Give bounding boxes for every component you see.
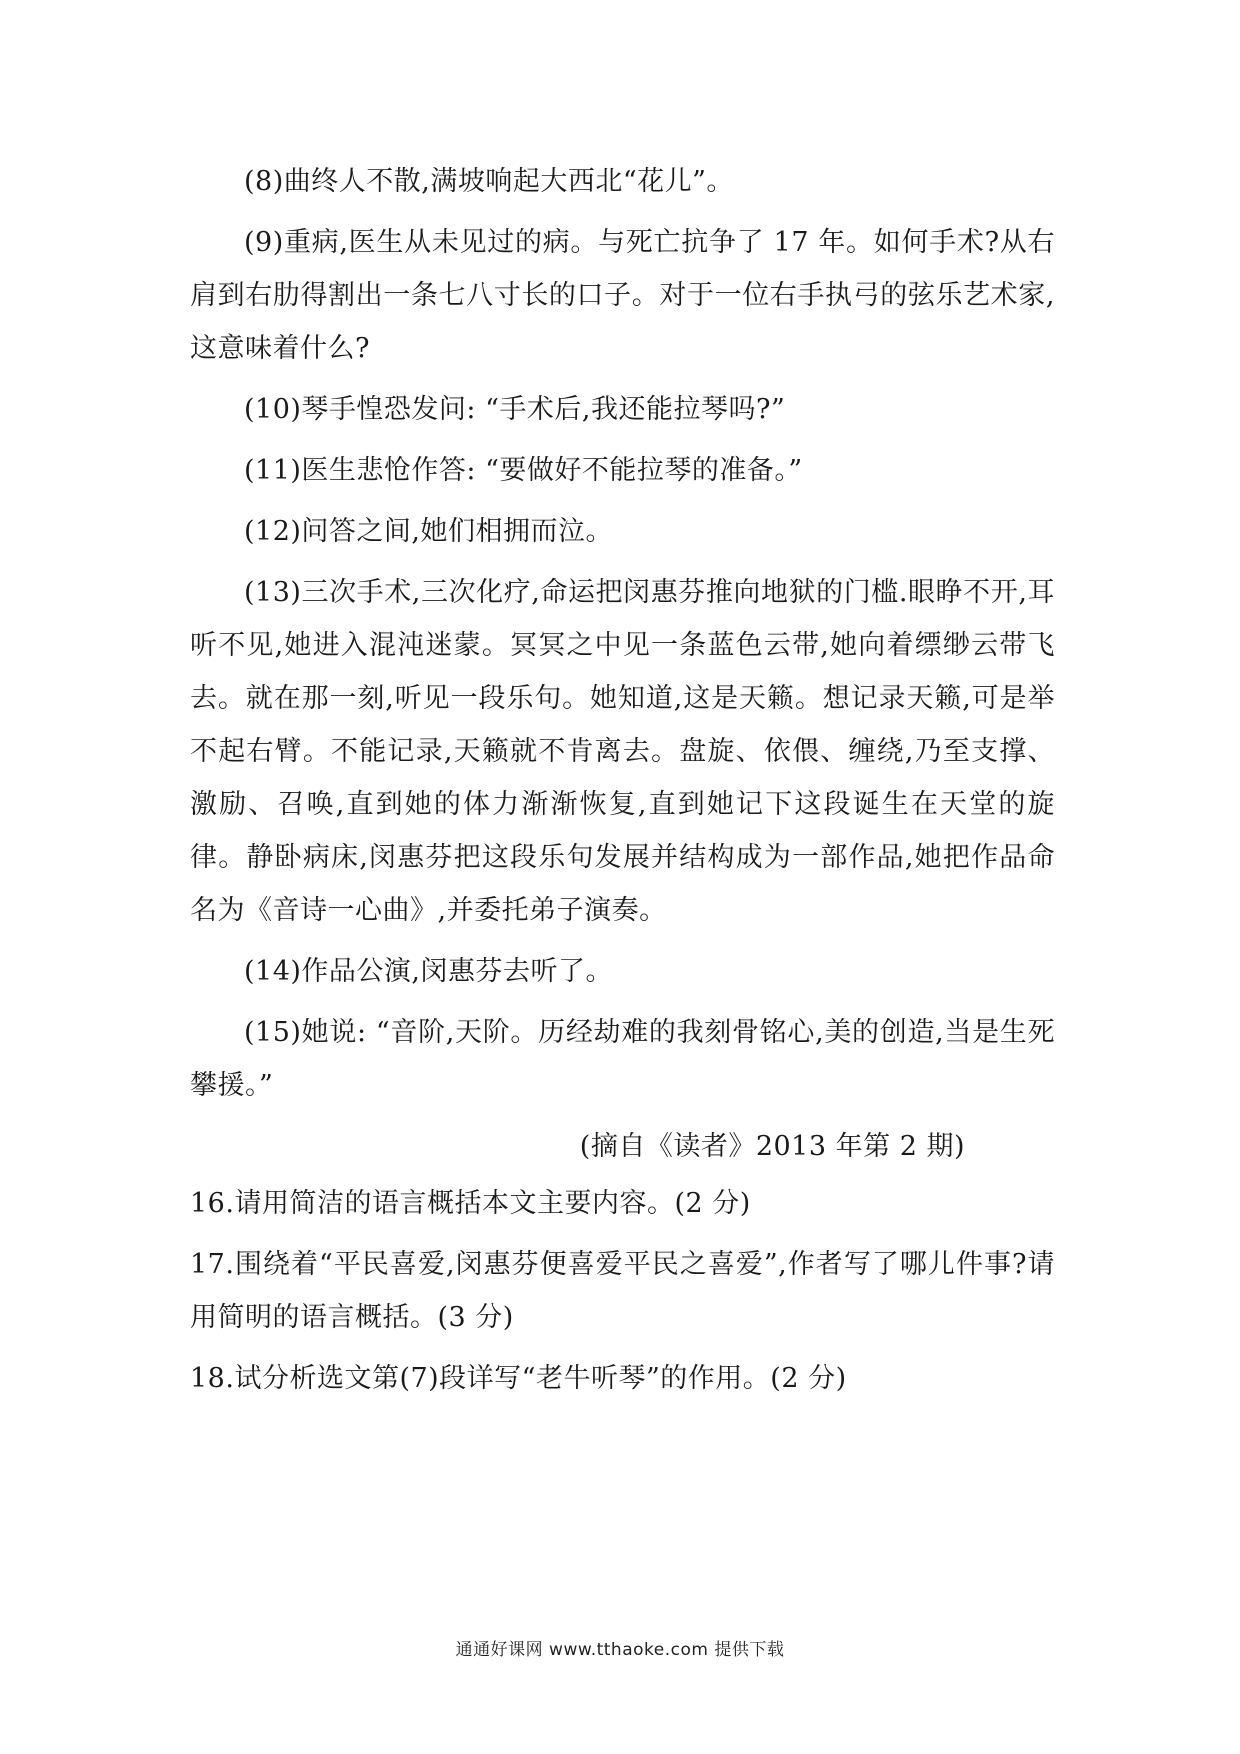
source-citation: (摘自《读者》2013 年第 2 期) [579,1131,965,1162]
paragraph-10: (10)琴手惶恐发问: “手术后,我还能拉琴吗?” [244,394,786,425]
article-body [190,155,1055,1413]
paragraph-8: (8)曲终人不散,满坡响起大西北“花儿”。 [244,166,734,197]
paragraph-15: (15)她说: “音阶,天阶。历经劫难的我刻骨铭心,美的创造,当是生死攀援。” [190,1017,1055,1101]
paragraph-13: (13)三次手术,三次化疗,命运把闵惠芬推向地狱的门槛.眼睁不开,耳听不见,她进入混沌迷蒙。冥冥之中见一条蓝色云带,她向着缥缈云带飞去。就在那一刻,听见一段乐句。她知道,这是天籁。想记录天籁,可是举不起右臂。不能记录,天籁就不肯离去。盘旋、依偎、缠绕,乃至支撑、激励、召唤,直到她的体力渐渐恢复,直到她记下这段诞生在天堂的旋律。静卧病床,闵惠芬把这段乐句发展并结构成为一部作品,她把作品命名为《音诗一心曲》,并委托弟子演奏。 [190,577,1055,926]
question-18: 18.试分析选文第(7)段详写“老牛听琴”的作用。(2 分) [190,1363,847,1394]
question-16: 16.请用简洁的语言概括本文主要内容。(2 分) [190,1188,751,1219]
page-footer: 通通好课网 www.tthaoke.com 提供下载 [455,1640,785,1660]
paragraph-12: (12)问答之间,她们相拥而泣。 [244,516,614,547]
paragraph-11: (11)医生悲怆作答: “要做好不能拉琴的准备。” [244,455,803,486]
question-17: 17.围绕着“平民喜爱,闵惠芬便喜爱平民之喜爱”,作者写了哪儿件事?请用简明的语言概括。(3 分) [190,1249,1055,1333]
paragraph-9: (9)重病,医生从未见过的病。与死亡抗争了 17 年。如何手术?从右肩到右肋得割出一条七八寸长的口子。对于一位右手执弓的弦乐艺术家,这意味着什么? [190,227,1055,364]
paragraph-14: (14)作品公演,闵惠芬去听了。 [244,956,614,987]
